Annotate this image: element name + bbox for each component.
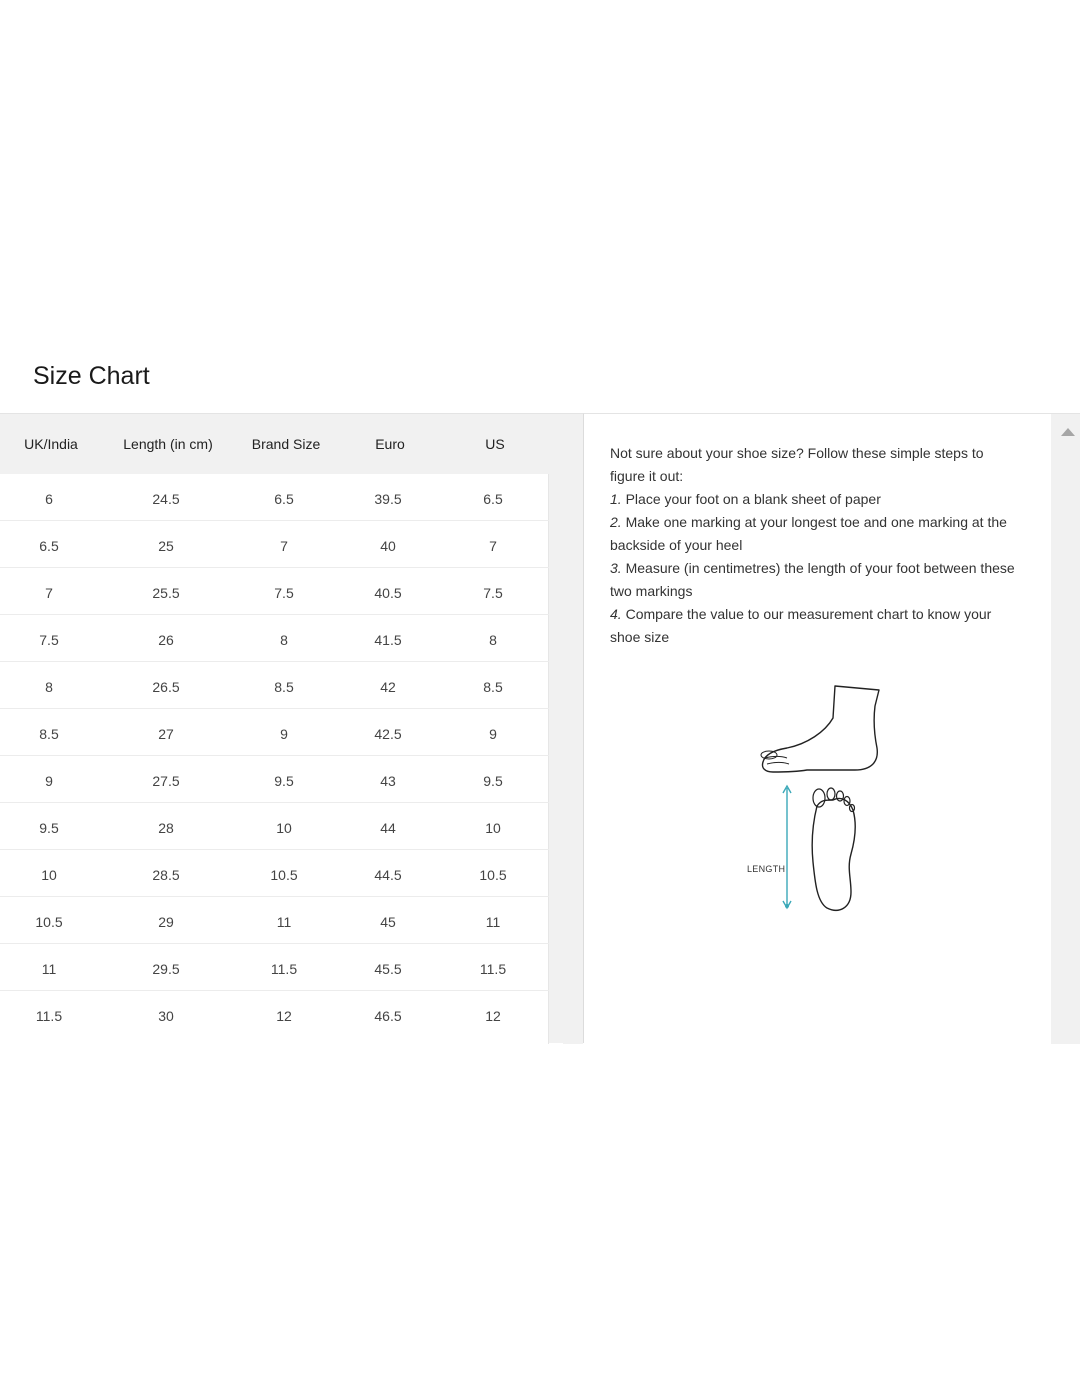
step-number: 2.	[610, 514, 622, 530]
cell-euro: 40	[380, 538, 396, 554]
table-row	[0, 709, 549, 756]
cell-euro: 41.5	[374, 632, 402, 648]
table-row	[0, 850, 549, 897]
cell-uk-india: 6	[45, 491, 53, 507]
cell-uk-india: 8.5	[39, 726, 59, 742]
foot-sole-view-icon	[812, 798, 855, 910]
cell-uk-india: 10.5	[35, 914, 63, 930]
instructions-intro: Not sure about your shoe size? Follow these simple steps to figure it out:	[610, 445, 984, 484]
column-header-brand-size: Brand Size	[251, 436, 321, 452]
table-row	[0, 568, 549, 615]
measurement-instructions	[610, 442, 1020, 649]
instruction-step	[610, 488, 1020, 511]
cell-uk-india: 11	[41, 961, 57, 977]
cell-length: 28	[158, 820, 174, 836]
cell-us: 9	[489, 726, 497, 742]
cell-us: 6.5	[483, 491, 503, 507]
cell-uk-india: 8	[45, 679, 53, 695]
cell-length: 25.5	[152, 585, 180, 601]
cell-euro: 42.5	[374, 726, 402, 742]
cell-euro: 45.5	[374, 961, 402, 977]
size-table-panel	[0, 413, 583, 1043]
cell-euro: 39.5	[374, 491, 402, 507]
cell-brand-size: 9.5	[274, 773, 294, 789]
step-number: 3.	[610, 560, 622, 576]
cell-us: 12	[485, 1008, 501, 1024]
cell-length: 29	[158, 914, 174, 930]
foot-side-view-icon	[762, 686, 879, 772]
length-label: LENGTH	[747, 864, 786, 874]
instruction-step	[610, 603, 1020, 649]
table-row	[0, 615, 549, 662]
cell-brand-size: 10	[276, 820, 292, 836]
column-header-us: US	[485, 436, 505, 452]
table-header	[0, 414, 563, 472]
cell-uk-india: 7	[45, 585, 53, 601]
cell-us: 10	[485, 820, 501, 836]
cell-length: 30	[158, 1008, 174, 1024]
page-title: Size Chart	[33, 362, 150, 390]
guide-scrollbar[interactable]	[1051, 414, 1080, 1044]
cell-uk-india: 7.5	[39, 632, 59, 648]
instruction-step	[610, 557, 1020, 603]
triangle-up-icon[interactable]	[1061, 428, 1075, 436]
cell-length: 26.5	[152, 679, 180, 695]
cell-brand-size: 6.5	[274, 491, 294, 507]
table-scroll-track[interactable]	[563, 472, 583, 1044]
table-row	[0, 662, 549, 709]
cell-brand-size: 12	[276, 1008, 292, 1024]
cell-brand-size: 11.5	[270, 961, 298, 977]
cell-brand-size: 8	[280, 632, 288, 648]
cell-length: 26	[158, 632, 174, 648]
cell-length: 28.5	[152, 867, 180, 883]
cell-us: 7.5	[483, 585, 503, 601]
table-row	[0, 944, 549, 991]
cell-euro: 44.5	[374, 867, 402, 883]
cell-uk-india: 6.5	[39, 538, 59, 554]
foot-measurement-illustration	[755, 682, 885, 914]
cell-length: 24.5	[152, 491, 180, 507]
step-text: Place your foot on a blank sheet of paper	[625, 491, 881, 507]
step-text: Make one marking at your longest toe and one marking at the backside of your heel	[610, 514, 1007, 553]
cell-euro: 40.5	[374, 585, 402, 601]
step-text: Measure (in centimetres) the length of your foot between these two markings	[610, 560, 1015, 599]
cell-brand-size: 7	[280, 538, 288, 554]
table-row	[0, 521, 549, 568]
cell-us: 11	[485, 914, 501, 930]
cell-brand-size: 9	[280, 726, 288, 742]
table-row	[0, 991, 549, 1038]
cell-brand-size: 8.5	[274, 679, 294, 695]
table-row	[0, 756, 549, 803]
cell-euro: 45	[380, 914, 396, 930]
cell-us: 11.5	[479, 961, 507, 977]
cell-length: 29.5	[152, 961, 180, 977]
instruction-step	[610, 511, 1020, 557]
cell-uk-india: 9	[45, 773, 53, 789]
cell-brand-size: 10.5	[270, 867, 298, 883]
cell-uk-india: 11.5	[35, 1008, 63, 1024]
column-header-euro: Euro	[375, 436, 405, 452]
cell-us: 8.5	[483, 679, 503, 695]
cell-brand-size: 11	[276, 914, 292, 930]
cell-length: 27.5	[152, 773, 180, 789]
cell-euro: 46.5	[374, 1008, 402, 1024]
cell-us: 10.5	[479, 867, 507, 883]
cell-uk-india: 9.5	[39, 820, 59, 836]
table-row	[0, 803, 549, 850]
cell-uk-india: 10	[41, 867, 57, 883]
step-text: Compare the value to our measurement chart to know your shoe size	[610, 606, 992, 645]
step-number: 1.	[610, 491, 622, 507]
cell-us: 9.5	[483, 773, 503, 789]
table-row	[0, 897, 549, 944]
cell-length: 25	[158, 538, 174, 554]
cell-euro: 44	[380, 820, 396, 836]
table-body[interactable]	[0, 474, 549, 1044]
cell-us: 8	[489, 632, 497, 648]
table-row	[0, 474, 549, 521]
cell-euro: 42	[380, 679, 396, 695]
cell-brand-size: 7.5	[274, 585, 294, 601]
column-header-length: Length (in cm)	[123, 436, 213, 452]
cell-euro: 43	[380, 773, 396, 789]
column-header-uk-india: UK/India	[24, 436, 78, 452]
step-number: 4.	[610, 606, 622, 622]
cell-us: 7	[489, 538, 497, 554]
cell-length: 27	[158, 726, 174, 742]
